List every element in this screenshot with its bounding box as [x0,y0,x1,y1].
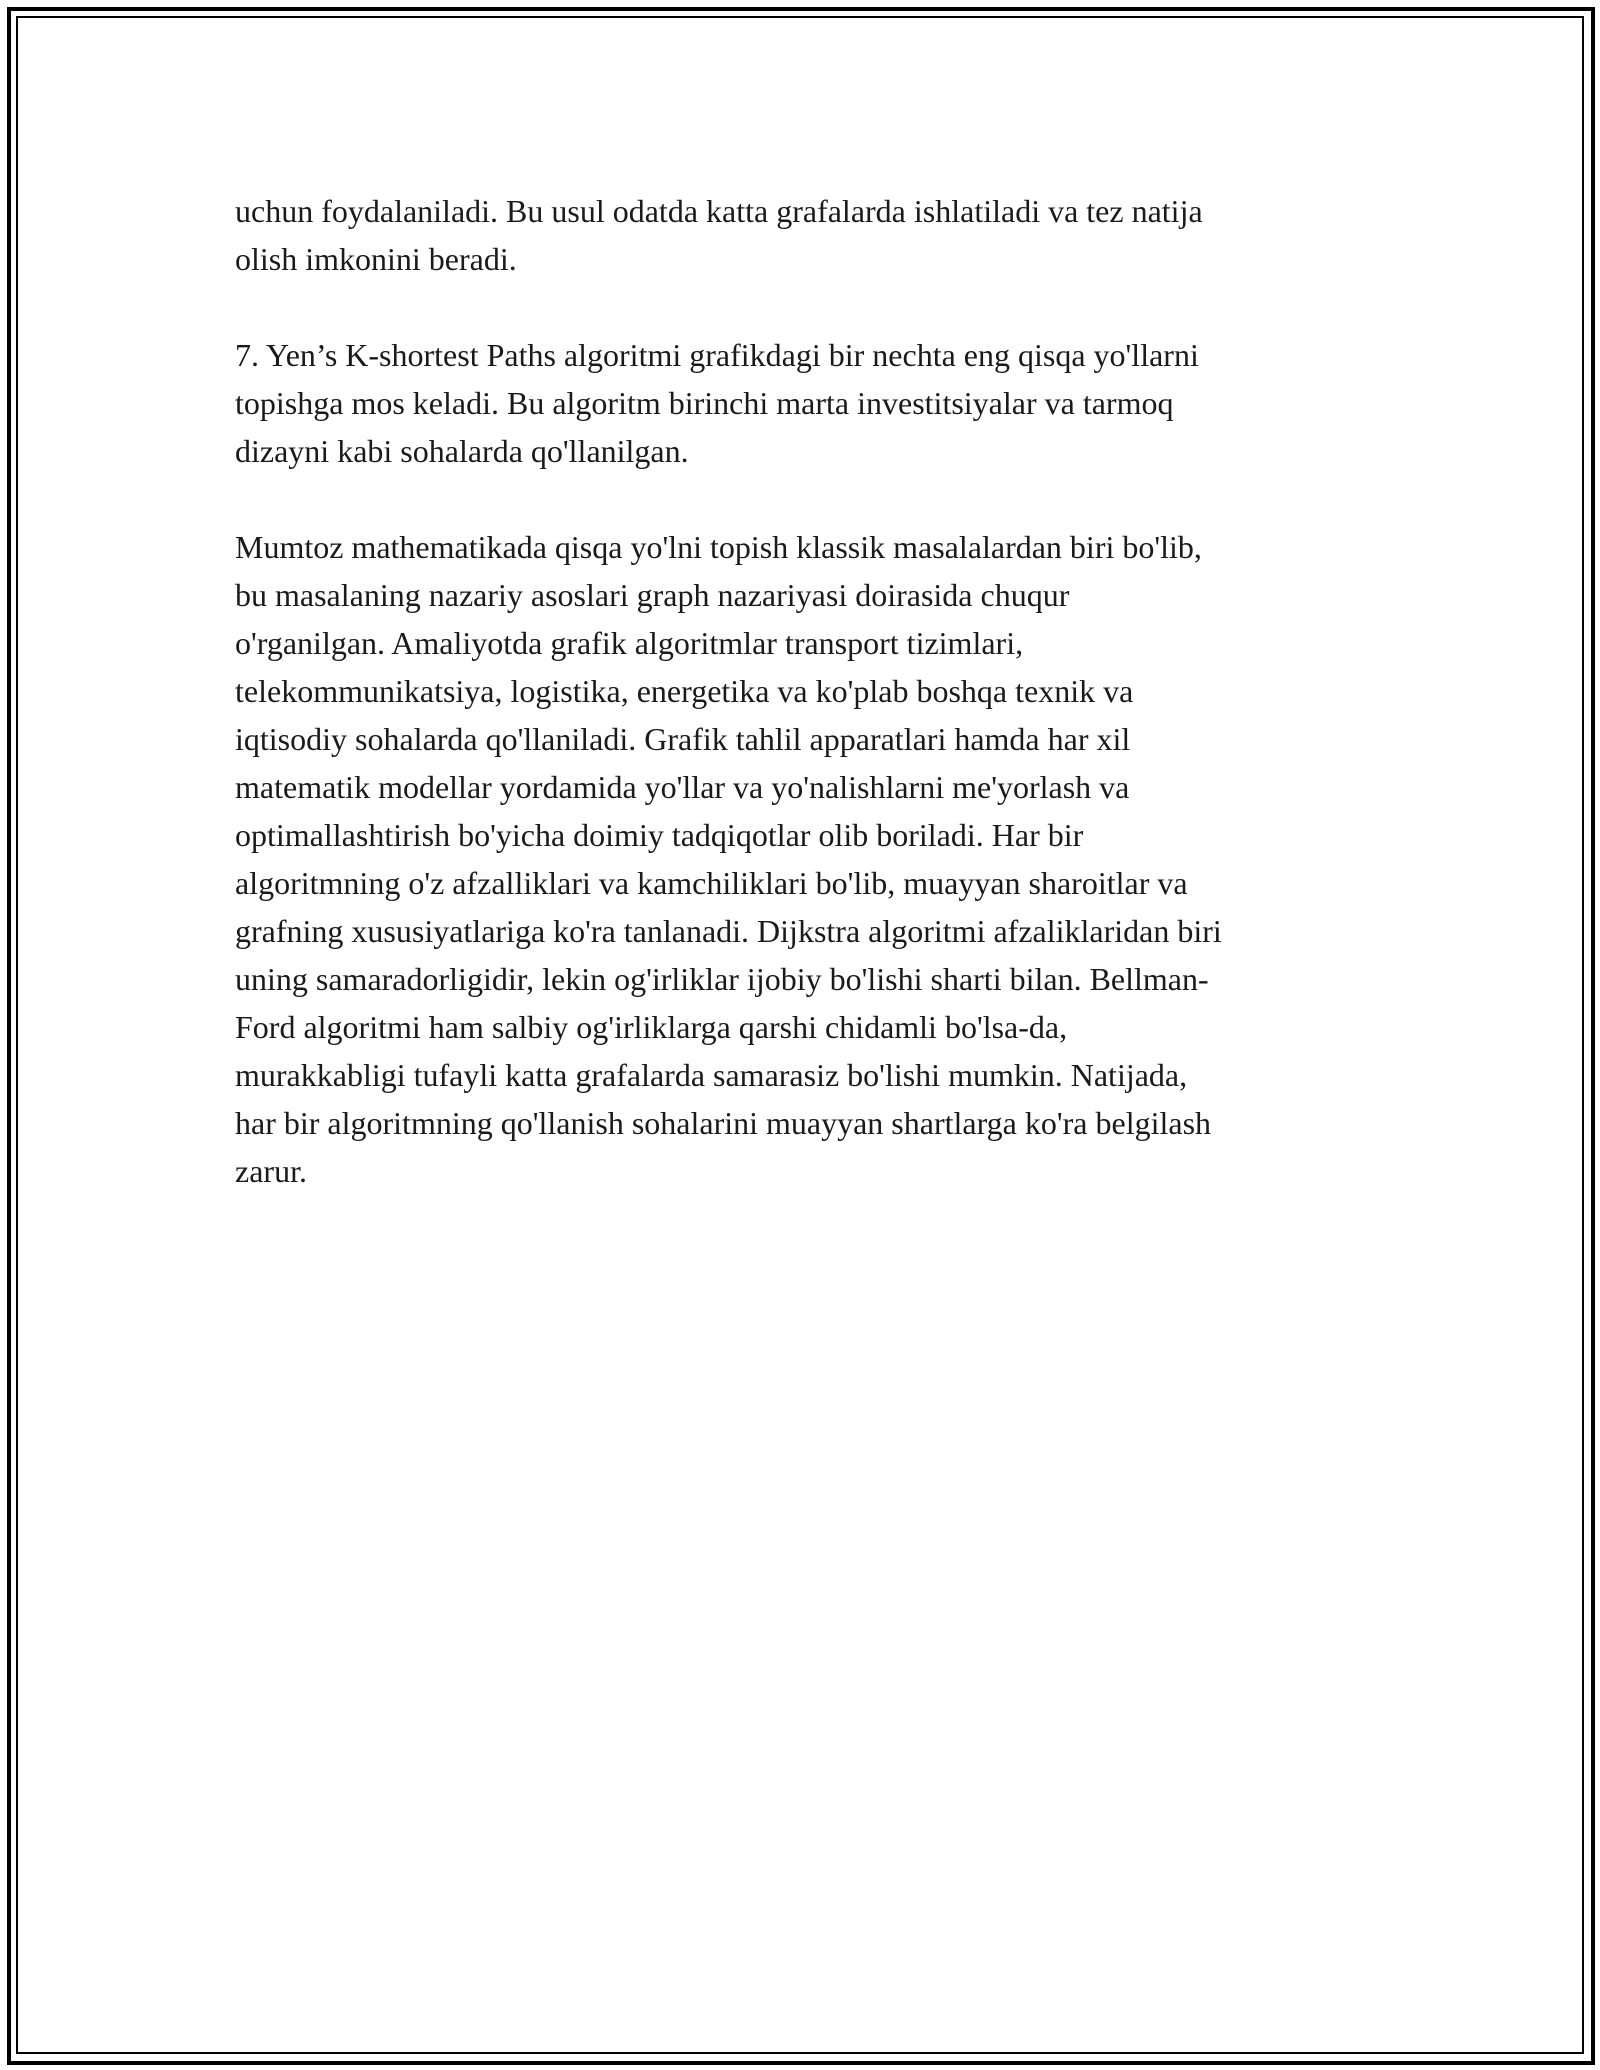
text-line: iqtisodiy sohalarda qo'llaniladi. Grafik tahlil apparatlari hamda har xil [235,721,1131,757]
text-line: zarur. [235,1153,307,1189]
text-line: har bir algoritmning qo'llanish sohalarini muayyan shartlarga ko'ra belgilash [235,1105,1212,1141]
text-line: bu masalaning nazariy asoslari graph nazariyasi doirasida chuqur [235,577,1070,613]
paragraph-3 [235,523,1395,1195]
text-line: topishga mos keladi. Bu algoritm birinchi marta investitsiyalar va tarmoq [235,385,1174,421]
text-line: optimallashtirish bo'yicha doimiy tadqiqotlar olib boriladi. Har bir [235,817,1084,853]
text-line: 7. Yen’s K-shortest Paths algoritmi grafikdagi bir nechta eng qisqa yo'llarni [235,337,1199,373]
text-line: Ford algoritmi ham salbiy og'irliklarga qarshi chidamli bo'lsa-da, [235,1009,1068,1045]
text-line: murakkabligi tufayli katta grafalarda samarasiz bo'lishi mumkin. Natijada, [235,1057,1188,1093]
text-line: uning samaradorligidir, lekin og'irliklar ijobiy bo'lishi sharti bilan. Bellman- [235,961,1209,997]
text-line: algoritmning o'z afzalliklari va kamchiliklari bo'lib, muayyan sharoitlar va [235,865,1188,901]
text-line: o'rganilgan. Amaliyotda grafik algoritmlar transport tizimlari, [235,625,1024,661]
text-line: matematik modellar yordamida yo'llar va yo'nalishlarni me'yorlash va [235,769,1130,805]
paragraph-1 [235,187,1395,283]
paragraph-2 [235,331,1395,475]
text-line: Mumtoz mathematikada qisqa yo'lni topish klassik masalalardan biri bo'lib, [235,529,1202,565]
text-line: olish imkonini beradi. [235,241,517,277]
text-line: uchun foydalaniladi. Bu usul odatda katta grafalarda ishlatiladi va tez natija [235,193,1203,229]
text-line: dizayni kabi sohalarda qo'llanilgan. [235,433,689,469]
document-body [235,187,1395,1243]
text-line: telekommunikatsiya, logistika, energetika va ko'plab boshqa texnik va [235,673,1134,709]
text-line: grafning xususiyatlariga ko'ra tanlanadi. Dijkstra algoritmi afzaliklaridan biri [235,913,1222,949]
